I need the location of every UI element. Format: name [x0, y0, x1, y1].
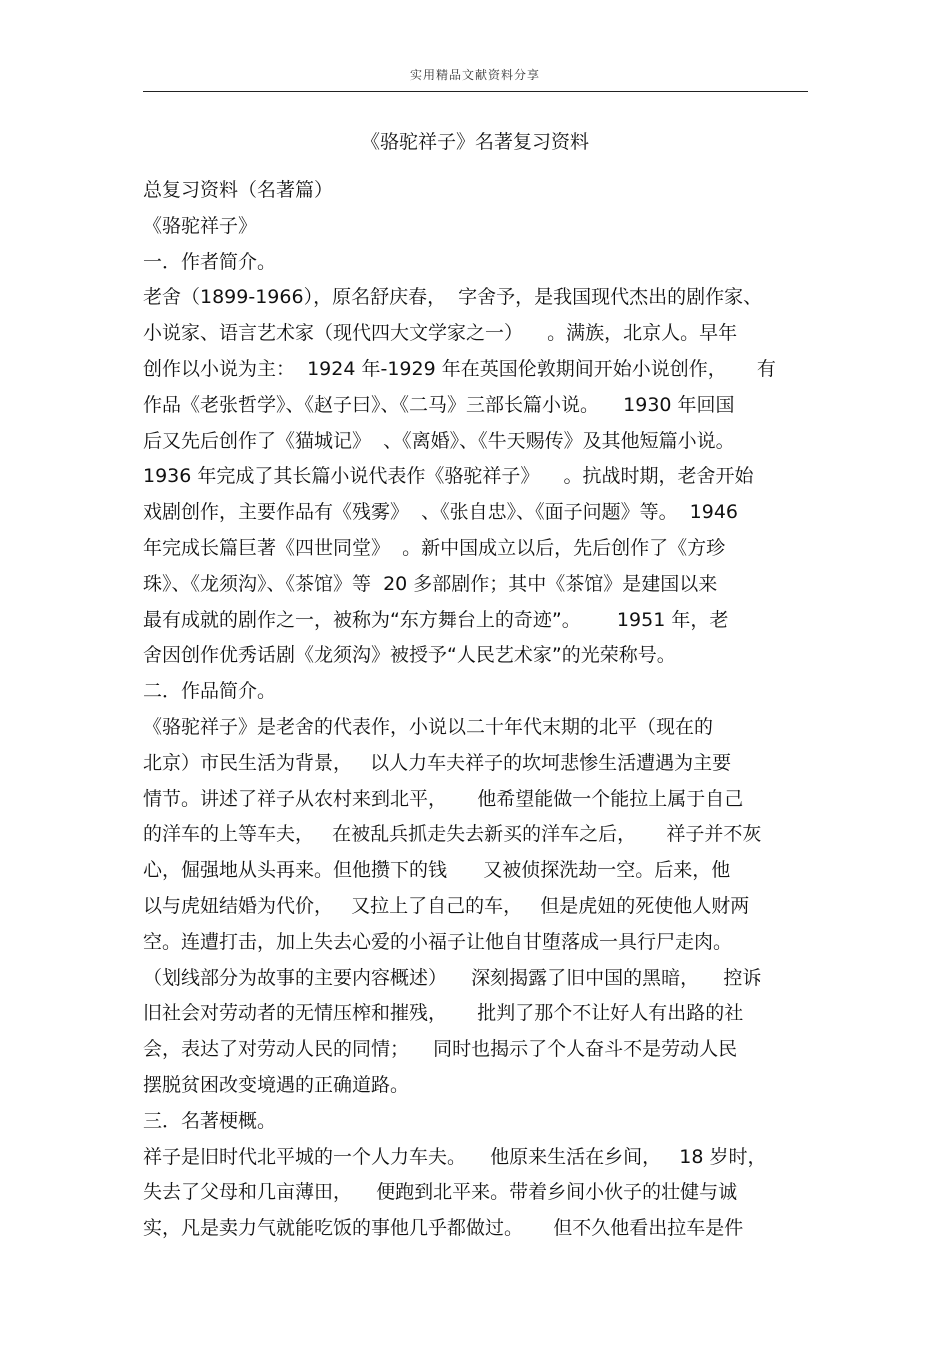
- text-line: 后又先后创作了《猫城记》 、《离婚》、《牛天赐传》及其他短篇小说。: [143, 429, 735, 452]
- section-heading-work: 二．作品简介。: [143, 680, 277, 703]
- text-line: 的洋车的上等车夫， 在被乱兵抓走失去新买的洋车之后， 祥子并不灰: [143, 823, 762, 846]
- text-line: 旧社会对劳动者的无情压榨和摧残， 批判了那个不让好人有出路的社: [143, 1002, 744, 1025]
- text-line: 最有成就的剧作之一，被称为“东方舞台上的奇迹”。 1951 年，老: [143, 608, 729, 631]
- text-line: 舍因创作优秀话剧《龙须沟》被授予“人民艺术家”的光荣称号。: [143, 644, 676, 667]
- text-line: 作品《老张哲学》、《赵子曰》、《二马》三部长篇小说。 1930 年回国: [143, 393, 735, 416]
- page-header: 实用精品文献资料分享: [409, 68, 540, 82]
- text-line: 失去了父母和几亩薄田， 便跑到北平来。带着乡间小伙子的壮健与诚: [143, 1181, 738, 1204]
- text-line: （划线部分为故事的主要内容概述） 深刻揭露了旧中国的黑暗， 控诉: [143, 966, 762, 989]
- text-line: 创作以小说为主： 1924 年-1929 年在英国伦敦期间开始小说创作， 有: [143, 357, 776, 380]
- book-title-line: 《骆驼祥子》: [143, 214, 258, 237]
- text-line: 祥子是旧时代北平城的一个人力车夫。 他原来生活在乡间， 18 岁时，: [143, 1145, 767, 1168]
- text-line: 老舍（1899-1966），原名舒庆春， 字舍予，是我国现代杰出的剧作家、: [143, 286, 763, 309]
- section-heading: 总复习资料（名著篇）: [143, 179, 334, 201]
- text-line: 以与虎妞结婚为代价， 又拉上了自己的车， 但是虎妞的死使他人财两: [143, 894, 750, 917]
- text-line: 《骆驼祥子》是老舍的代表作，小说以二十年代末期的北平（现在的: [143, 715, 714, 738]
- header-divider: [143, 91, 808, 92]
- text-line: 小说家、语言艺术家（现代四大文学家之一） 。满族，北京人。早年: [143, 322, 738, 345]
- document-title: 《骆驼祥子》名著复习资料: [360, 131, 589, 153]
- text-line: 空。连遭打击，加上失去心爱的小福子让他自甘堕落成一具行尸走肉。: [143, 930, 733, 953]
- document-body: [143, 173, 808, 1247]
- text-line: 年完成长篇巨著《四世同堂》 。新中国成立以后，先后创作了《方珍: [143, 536, 726, 559]
- text-line: 摆脱贫困改变境遇的正确道路。: [143, 1073, 410, 1096]
- text-line: 心，倔强地从头再来。但他攒下的钱 又被侦探洗劫一空。后来，他: [143, 859, 731, 882]
- text-line: 1936 年完成了其长篇小说代表作《骆驼祥子》 。抗战时期，老舍开始: [143, 465, 754, 488]
- text-line: 会，表达了对劳动人民的同情； 同时也揭示了个人奋斗不是劳动人民: [143, 1038, 738, 1061]
- section-heading-author: 一．作者简介。: [143, 250, 277, 273]
- text-line: 实，凡是卖力气就能吃饭的事他几乎都做过。 但不久他看出拉车是件: [143, 1217, 744, 1240]
- text-line: 北京）市民生活为背景， 以人力车夫祥子的坎坷悲惨生活遭遇为主要: [143, 751, 732, 774]
- text-line: 戏剧创作，主要作品有《残雾》 、《张自忠》、《面子问题》等。 1946: [143, 501, 739, 524]
- section-heading-synopsis: 三．名著梗概。: [143, 1109, 277, 1132]
- text-line: 珠》、《龙须沟》、《茶馆》等 20 多部剧作；其中《茶馆》是建国以来: [143, 572, 718, 595]
- text-line: 情节。讲述了祥子从农村来到北平， 他希望能做一个能拉上属于自己: [143, 787, 744, 810]
